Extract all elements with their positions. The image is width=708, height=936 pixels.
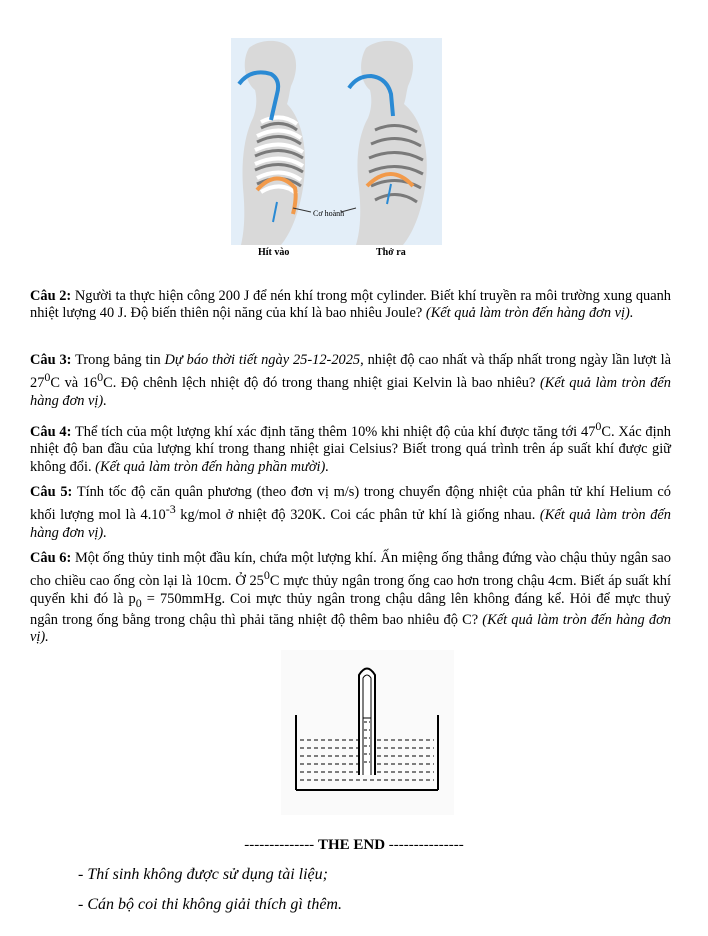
question-number: Câu 3: [30, 352, 72, 368]
degree-sup: 0 [595, 419, 602, 433]
question-number: Câu 2: [30, 288, 72, 304]
rounding-note: (Kết quả làm tròn đến hàng đơn vị). [30, 611, 671, 646]
degree-sup: 0 [44, 370, 51, 385]
question-text: , nhiệt độ cao nhất và thấp nhất trong ngày lần lượt là 27 [30, 352, 671, 392]
question-6 [30, 550, 671, 647]
end-dashes: -------------- [244, 837, 315, 853]
exponent-sup: -3 [165, 502, 176, 517]
forecast-title: Dự báo thời tiết ngày 25-12-2025 [164, 352, 361, 368]
question-2 [30, 288, 671, 323]
rounding-note: (Kết quả làm tròn đến hàng phần mười). [95, 458, 329, 475]
question-5 [30, 484, 671, 542]
question-text: Trong bảng tin [75, 352, 161, 368]
breathing-diagram [231, 38, 442, 245]
inhale-label: Hít vào [258, 247, 290, 258]
degree-sup: 0 [263, 568, 270, 583]
question-text: = 750mmHg. Coi mực thủy ngân trong chậu dâng lên không đáng kể. Hỏi để mực thuỷ ngân trong ống bằng trong chậu thì phải tăng nhiệt độ thêm bao nhiêu độ C? [30, 590, 672, 628]
question-3 [30, 352, 671, 410]
question-number: Câu 5: [30, 484, 73, 500]
question-number: Câu 4: [30, 423, 72, 440]
question-text: Tính tốc độ căn quân phương (theo đơn vị m/s) trong chuyển động nhiệt của phân tử khí Helium có khối lượng mol là 4.10 [30, 484, 671, 524]
question-text: C và 16 [50, 375, 98, 392]
exhale-label: Thở ra [376, 247, 406, 258]
rounding-note: (Kết quả làm tròn đến hàng đơn vị). [30, 375, 671, 409]
diaphragm-label: Cơ hoành [313, 209, 345, 218]
question-text: Thể tích của một lượng khí xác định tăng thêm 10% khi nhiệt độ của khí được tăng tới 47 [75, 423, 596, 440]
mercury-tube-diagram [281, 650, 454, 815]
question-number: Câu 6: [30, 550, 72, 566]
note-no-documents: - Thí sinh không được sử dụng tài liệu; [78, 866, 328, 883]
degree-sup: 0 [97, 370, 104, 385]
breathing-illustration [231, 38, 442, 245]
question-text: C. Độ chênh lệch nhiệt độ đó trong thang nhiệt giai Kelvin là bao nhiêu? [103, 375, 536, 392]
question-text: C. Xác định nhiệt độ ban đầu của lượng khí trong thang nhiệt giai Celsius? Biết trong quá trình trên áp suất khí được giữ không đổi. [30, 423, 671, 475]
rounding-note: (Kết quả làm tròn đến hàng đơn vị). [425, 305, 634, 322]
the-end-label: THE END [317, 837, 386, 853]
question-text: Người ta thực hiện công 200 J để nén khí trong một cylinder. Biết khí truyền ra môi trường xung quanh nhiệt lượng 40 J. Độ biến thiên nội năng của khí là bao nhiêu Joule? [30, 288, 671, 322]
question-text: C mực thủy ngân trong ống cao hơn trong chậu 4cm. Biết áp suất khí quyển khi đó là p [30, 573, 672, 607]
pressure-sub: 0 [135, 595, 142, 610]
note-no-explanation: - Cán bộ coi thi không giải thích gì thêm. [78, 896, 342, 913]
rounding-note: (Kết quả làm tròn đến hàng đơn vị). [30, 507, 671, 541]
question-text: Một ống thủy tinh một đầu kín, chứa một lượng khí. Ấn miệng ống thẳng đứng vào chậu thủy ngân sao cho chiều cao ống còn lại là 10cm. Ở 25 [30, 550, 671, 590]
tube-illustration [281, 650, 454, 815]
the-end-line [0, 837, 708, 854]
question-4 [30, 418, 671, 476]
question-text: kg/mol ở nhiệt độ 320K. Coi các phân tử khí là giống nhau. [180, 507, 536, 524]
end-dashes: --------------- [388, 837, 464, 853]
